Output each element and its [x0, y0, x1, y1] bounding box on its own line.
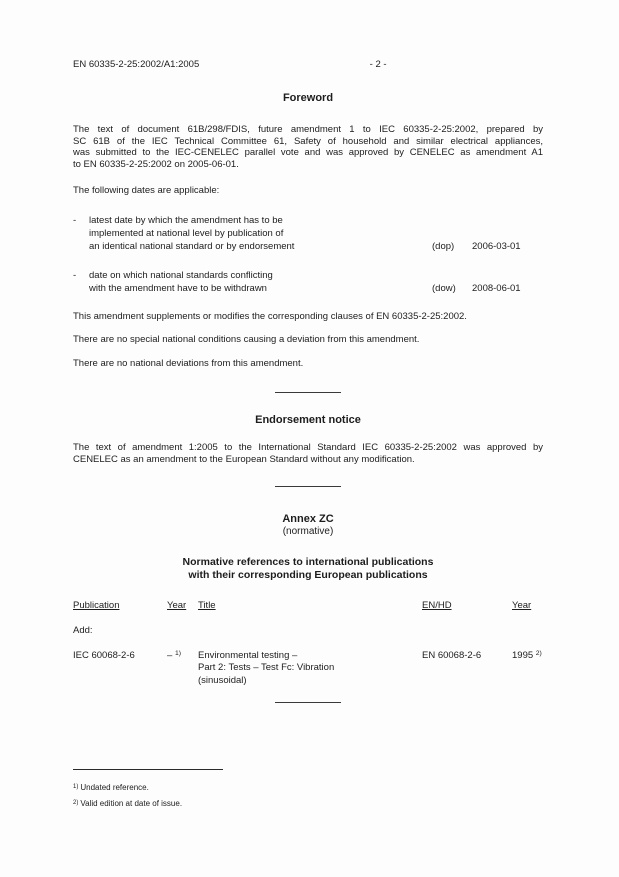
foreword-paragraph-4: There are no national deviations from this amendment.	[73, 357, 304, 369]
header-cell-publication: Publication	[73, 600, 120, 611]
dates-intro: The following dates are applicable:	[73, 185, 220, 196]
foreword-paragraph-2: This amendment supplements or modifies the corresponding clauses of EN 60335-2-25:2002.	[73, 310, 467, 322]
foreword-paragraph-3: There are no special national conditions causing a deviation from this amendment.	[73, 334, 420, 345]
footnote-1	[73, 783, 543, 793]
document-reference: EN 60335-2-25:2002/A1:2005	[73, 59, 200, 70]
footnote-ref-1: 1)	[174, 649, 181, 657]
annex-heading-line: Normative references to international publications	[182, 556, 434, 568]
page-number: - 2 -	[369, 59, 387, 70]
footnote-marker: 1)	[73, 784, 79, 790]
cell-publication: IEC 60068-2-6	[73, 649, 135, 661]
section-separator	[275, 702, 341, 703]
paragraph-line: The text of amendment 1:2005 to the International Standard IEC 60335-2-25:2002 was approved by	[73, 442, 543, 453]
footnote-text: Undated reference.	[80, 783, 149, 792]
annex-heading-line: with their corresponding European publications	[188, 569, 428, 581]
date-item-line: with the amendment have to be withdrawn	[89, 282, 267, 294]
footnote-marker: 2)	[73, 800, 79, 806]
header-cell-year2: Year	[512, 600, 532, 611]
add-label: Add:	[73, 625, 93, 636]
list-dash: -	[73, 214, 77, 226]
header-cell-year: Year	[167, 600, 187, 611]
table-row	[73, 650, 543, 688]
cell-title	[198, 650, 422, 688]
dop-label: (dop)	[432, 240, 455, 252]
footnote-rule	[73, 769, 223, 770]
foreword-title: Foreword	[282, 92, 334, 104]
annex-heading	[73, 556, 543, 582]
header-cell-enhd: EN/HD	[422, 600, 452, 611]
dop-date: 2006-03-01	[472, 240, 521, 252]
paragraph-line: CENELEC as an amendment to the European Standard without any modification.	[73, 453, 415, 465]
cell-enhd: EN 60068-2-6	[422, 649, 482, 661]
cell-year: – $^{1)}$	[167, 649, 181, 661]
endorsement-title: Endorsement notice	[255, 414, 361, 426]
cell-year2: 1995 $^{2)}$	[512, 649, 542, 661]
section-separator	[275, 486, 341, 487]
date-item-line: date on which national standards conflicting	[89, 269, 273, 281]
paragraph-line: SC 61B of the IEC Technical Committee 61, Safety of household and similar electrical appliances,	[73, 135, 543, 147]
page-header	[73, 59, 543, 70]
title-line: Part 2: Tests – Test Fc: Vibration	[198, 662, 335, 673]
annex-title: Annex ZC	[282, 513, 334, 525]
date-item-line: an identical national standard or by endorsement	[89, 240, 295, 252]
footnote-text: Valid edition at date of issue.	[80, 799, 183, 808]
paragraph-line: was submitted to the IEC-CENELEC parallel vote and was approved by CENELEC as amendment A1	[73, 147, 543, 158]
section-separator	[275, 392, 341, 393]
annex-subtitle: (normative)	[282, 526, 334, 537]
paragraph-line: The text of document 61B/298/FDIS, future amendment 1 to IEC 60335-2-25:2002, prepared by	[73, 124, 543, 135]
date-item-line: latest date by which the amendment has to be	[89, 214, 283, 226]
date-item-line: implemented at national level by publication of	[89, 227, 284, 239]
endorsement-paragraph	[73, 442, 543, 465]
footnote-2	[73, 799, 543, 809]
header-cell-title: Title	[198, 600, 216, 611]
title-line: (sinusoidal)	[198, 674, 247, 686]
date-item-dow	[73, 269, 543, 295]
paragraph-line: to EN 60335-2-25:2002 on 2005-06-01.	[73, 158, 239, 170]
dow-label: (dow)	[432, 282, 456, 294]
list-dash: -	[73, 269, 77, 281]
dow-date: 2008-06-01	[472, 282, 521, 294]
date-item-dop	[73, 214, 543, 253]
references-table-header	[73, 600, 543, 612]
title-line: Environmental testing –	[198, 649, 298, 661]
footnote-ref-2: 2)	[535, 649, 542, 657]
foreword-paragraph-1	[73, 124, 543, 170]
